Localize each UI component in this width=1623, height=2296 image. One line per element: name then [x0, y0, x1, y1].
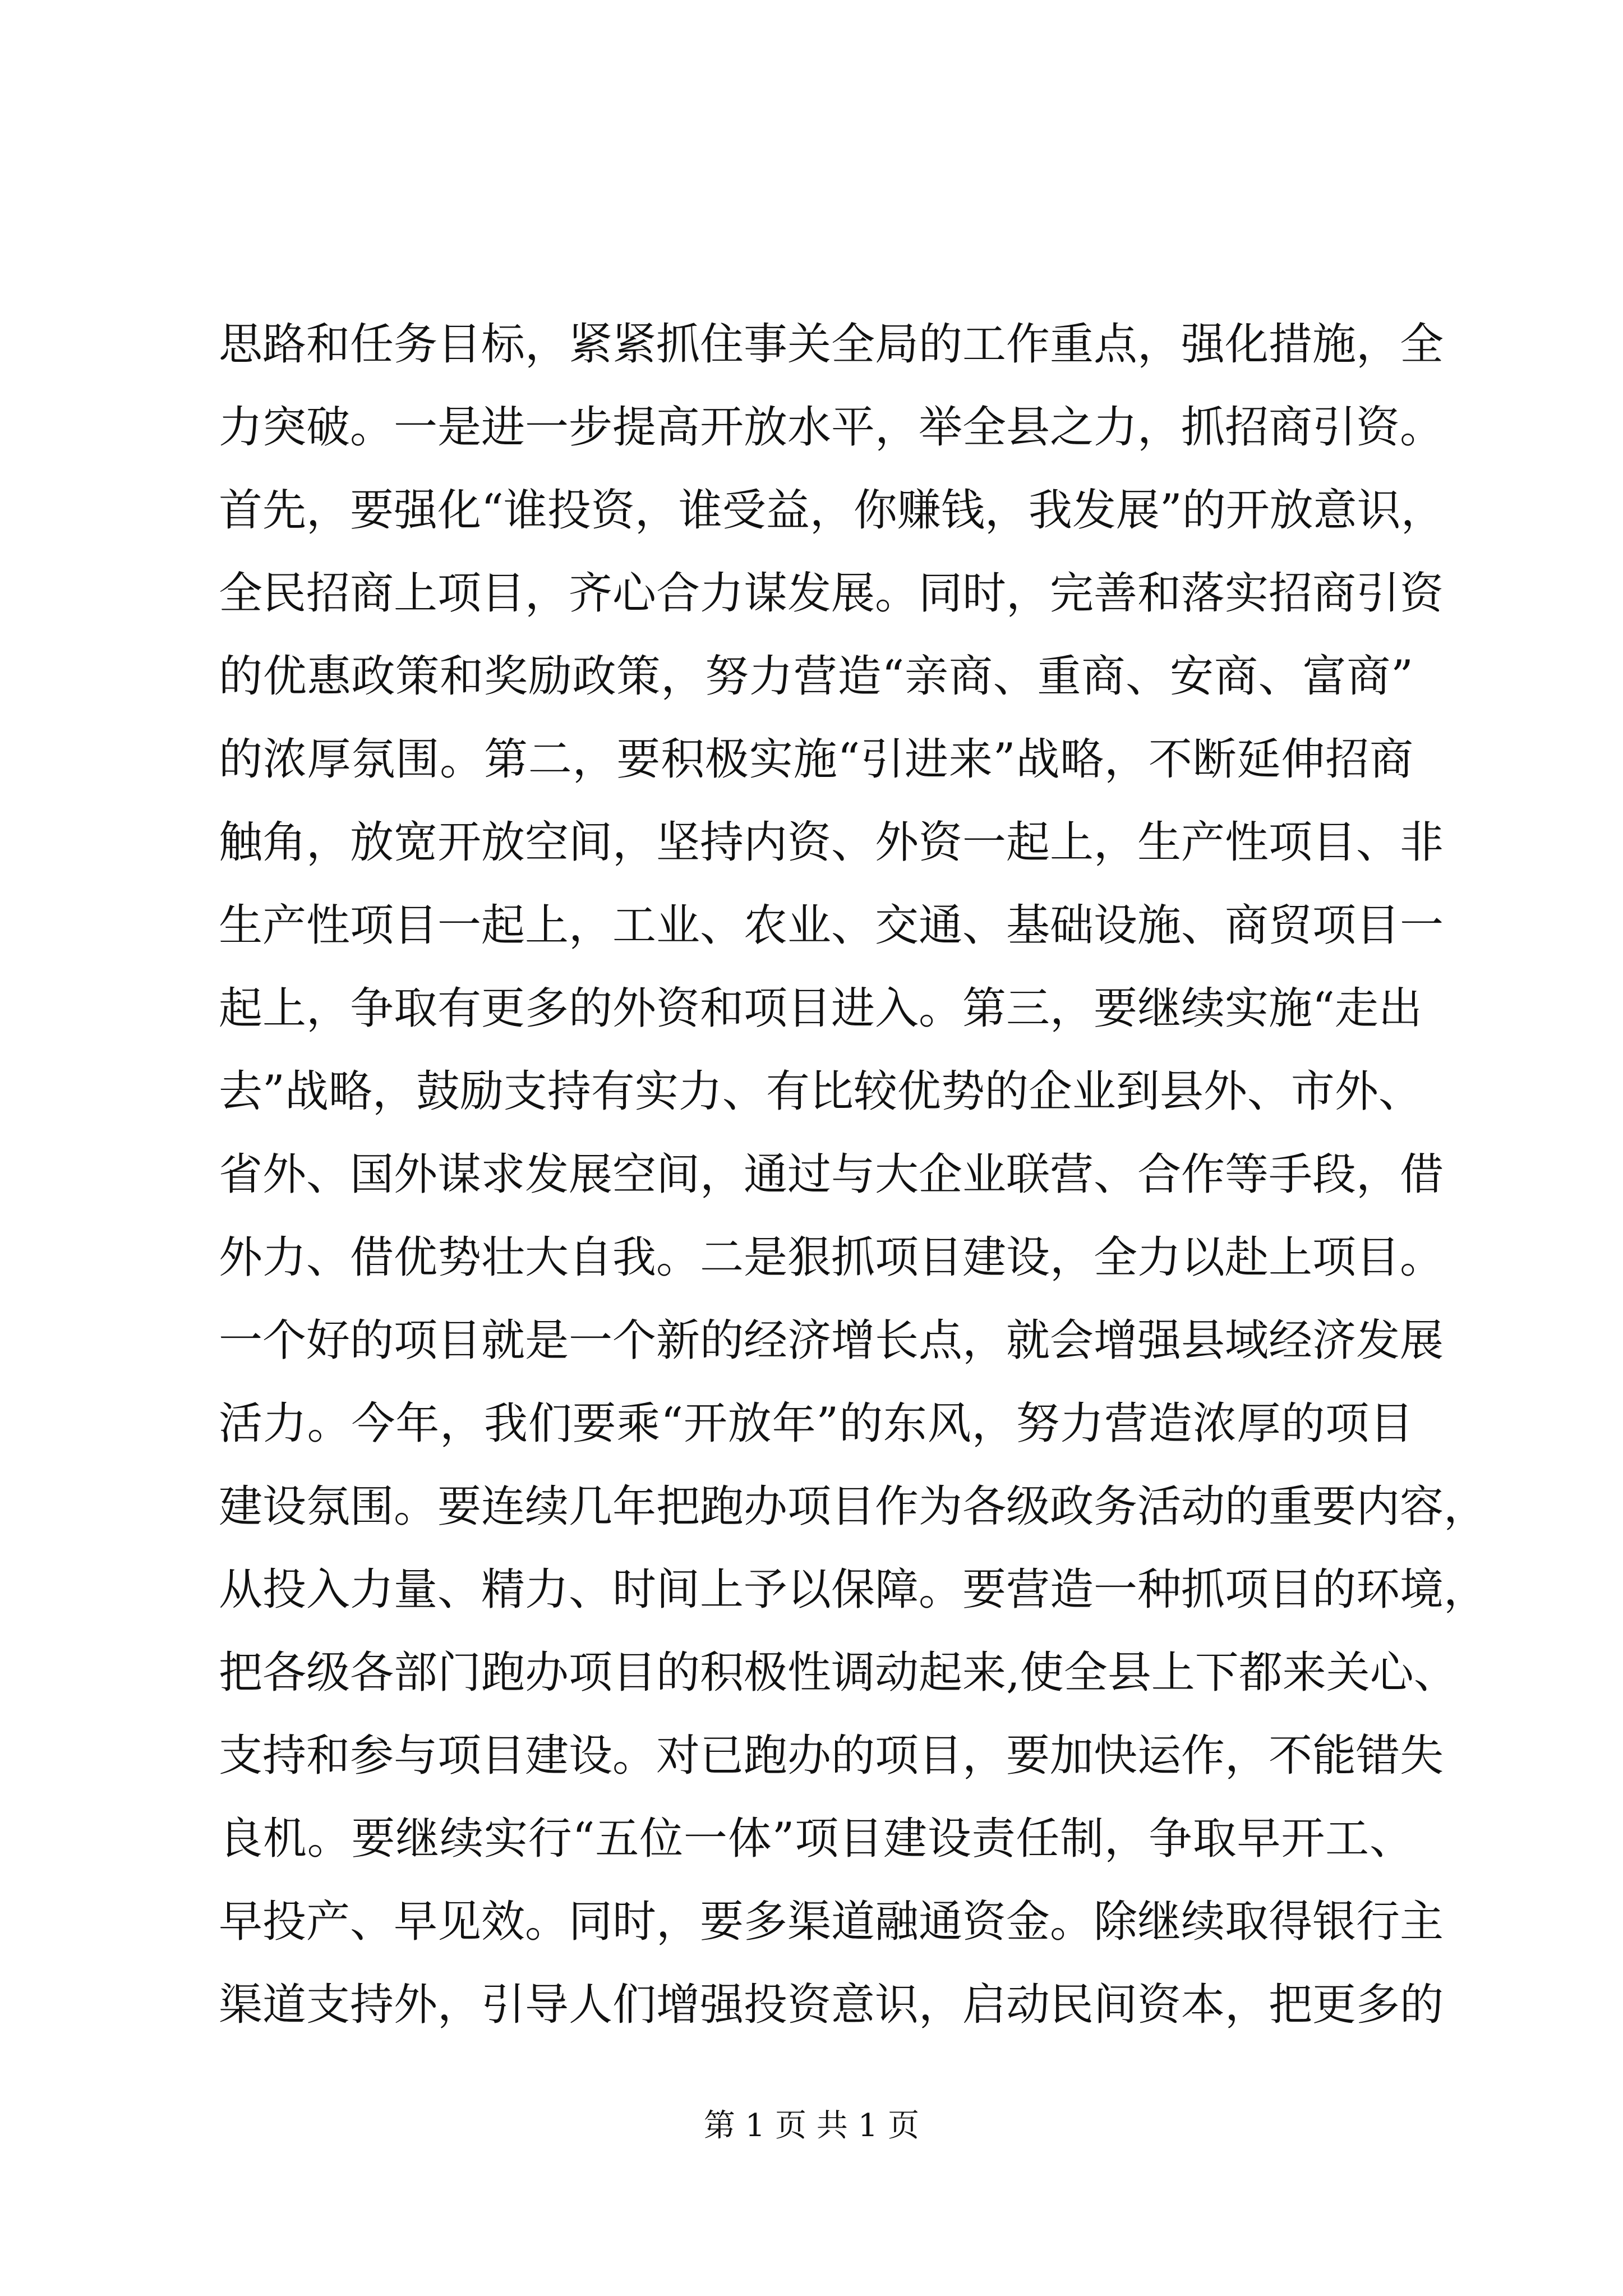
text-line: 的优惠政策和奖励政策，努力营造“亲商、重商、安商、富商” — [219, 651, 1413, 702]
text-line: 省外、国外谋求发展空间，通过与大企业联营、合作等手段，借 — [219, 1149, 1444, 1200]
text-line: 思路和任务目标，紧紧抓住事关全局的工作重点，强化措施，全 — [219, 319, 1444, 370]
text-line: 触角，放宽开放空间，坚持内资、外资一起上，生产性项目、非 — [219, 817, 1444, 868]
text-line: 起上，争取有更多的外资和项目进入。第三，要继续实施“走出 — [219, 983, 1422, 1034]
text-line: 把各级各部门跑办项目的积极性调动起来,使全县上下都来关心、 — [219, 1648, 1458, 1698]
text-line: 渠道支持外，引导人们增强投资意识，启动民间资本，把更多的 — [219, 1980, 1444, 2030]
text-line: 全民招商上项目，齐心合力谋发展。同时，完善和落实招商引资 — [219, 568, 1444, 619]
text-line: 去”战略，鼓励支持有实力、有比较优势的企业到县外、市外、 — [219, 1066, 1422, 1117]
text-line: 早投产、早见效。同时，要多渠道融通资金。除继续取得银行主 — [219, 1897, 1444, 1947]
page-number-footer: 第 1 页 共 1 页 — [703, 2108, 920, 2144]
text-line: 建设氛围。要连续几年把跑办项目作为各级政务活动的重要内容， — [219, 1481, 1488, 1532]
text-line: 一个好的项目就是一个新的经济增长点，就会增强县域经济发展 — [219, 1315, 1444, 1366]
text-line: 首先，要强化“谁投资，谁受益，你赚钱，我发展”的开放意识， — [219, 485, 1445, 536]
text-line: 从投入力量、精力、时间上予以保障。要营造一种抓项目的环境， — [219, 1565, 1488, 1615]
text-line: 外力、借优势壮大自我。二是狠抓项目建设，全力以赴上项目。 — [219, 1232, 1444, 1283]
text-line: 生产性项目一起上，工业、农业、交通、基础设施、商贸项目一 — [219, 900, 1444, 951]
body-text — [219, 303, 1488, 2046]
text-line: 良机。要继续实行“五位一体”项目建设责任制，争取早开工、 — [219, 1814, 1413, 1864]
text-line: 力突破。一是进一步提高开放水平，举全县之力，抓招商引资。 — [219, 402, 1444, 453]
text-line: 活力。今年，我们要乘“开放年”的东风，努力营造浓厚的项目 — [219, 1398, 1413, 1449]
text-line: 的浓厚氛围。第二，要积极实施“引进来”战略，不断延伸招商 — [219, 734, 1413, 785]
text-line: 支持和参与项目建设。对已跑办的项目，要加快运作，不能错失 — [219, 1731, 1444, 1781]
